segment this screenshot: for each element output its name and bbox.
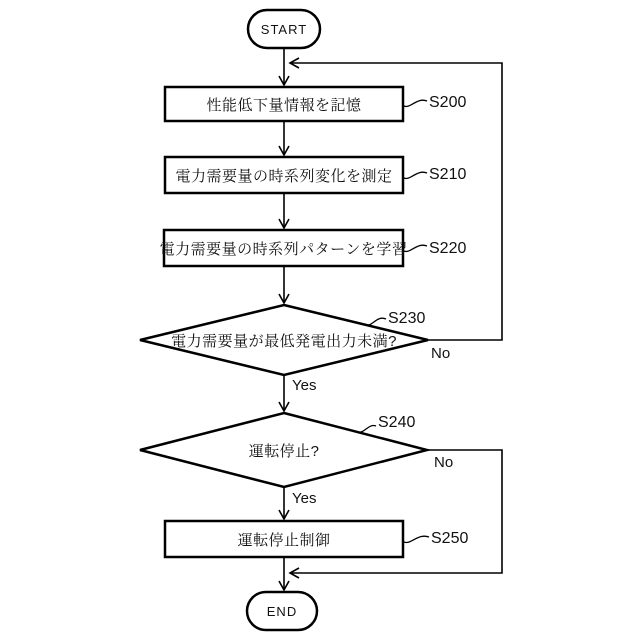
decision-s240-label: 運転停止? (248, 442, 320, 460)
leader-s210 (404, 172, 427, 178)
start-terminal-label: START (260, 21, 308, 37)
step-ref-s230: S230 (388, 310, 426, 327)
leader-s240 (358, 425, 376, 432)
process-s250-label: 運転停止制御 (237, 531, 331, 549)
leader-s230 (366, 318, 386, 325)
leader-s200 (404, 100, 427, 106)
step-ref-s200: S200 (429, 94, 467, 111)
process-s210-label: 電力需要量の時系列変化を測定 (175, 167, 393, 185)
step-ref-s250: S250 (431, 530, 469, 547)
end-terminal-label: END (266, 603, 298, 619)
step-ref-s210: S210 (429, 166, 467, 183)
branch-yes-s230: Yes (292, 376, 317, 394)
leader-s250 (404, 536, 429, 542)
step-ref-s220: S220 (429, 240, 467, 257)
branch-yes-s240: Yes (292, 489, 317, 507)
branch-no-s230: No (431, 344, 451, 362)
decision-s230-label: 電力需要量が最低発電出力未満? (171, 332, 397, 350)
branch-no-s240: No (434, 453, 454, 471)
process-s220-label: 電力需要量の時系列パターンを学習 (159, 240, 408, 258)
step-ref-s240: S240 (378, 414, 416, 431)
leader-s220 (404, 245, 427, 251)
process-s200-label: 性能低下量情報を記憶 (206, 96, 362, 114)
